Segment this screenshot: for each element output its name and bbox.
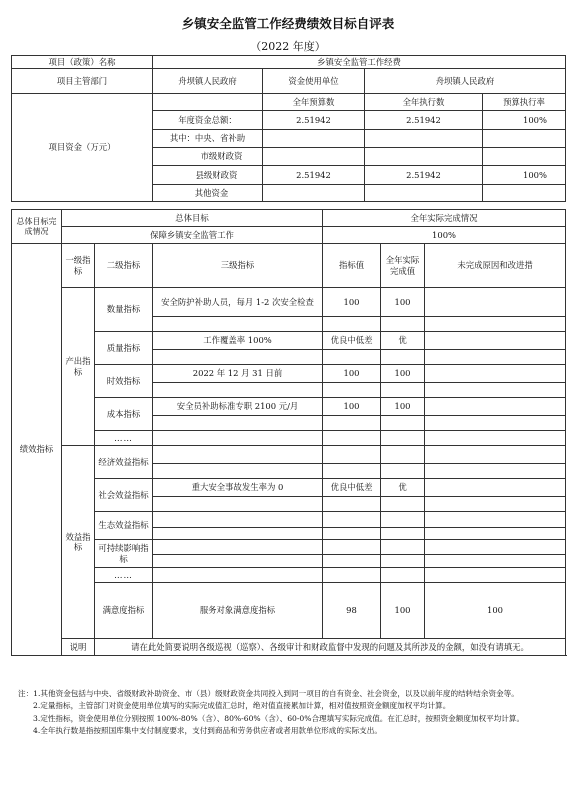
funds-label: 项目资金（万元） [12,94,153,202]
funds-row-rate [483,185,566,202]
funds-row-exec [365,130,483,148]
funds-row-rate: 100% [483,166,566,185]
social-actual: 优 [381,479,425,497]
overall-label: 总体目标完成情况 [12,210,62,244]
cost-label: 成本指标 [95,398,153,431]
perf-row [12,288,566,317]
perf-h-level1: 一级指标 [62,244,95,288]
quantity-item: 安全防护补助人员，每月 1-2 次安全检查 [153,288,323,317]
funds-col-exec: 全年执行数 [365,94,483,111]
funds-col-budget: 全年预算数 [263,94,365,111]
funds-header-row [12,94,566,111]
perf-h-level2: 二级指标 [95,244,153,288]
satis-value: 98 [323,583,381,639]
funds-row-label: 县级财政资 [153,166,263,185]
cost-value: 100 [323,398,381,416]
overall-row [12,227,566,244]
funds-header-blank [153,94,263,111]
funds-row-rate [483,148,566,166]
project-dept-row [12,69,566,94]
project-name-value: 乡镇安全监管工作经费 [153,56,566,69]
funds-row-exec: 2.51942 [365,111,483,130]
sustain-label: 可持续影响指标 [95,540,153,568]
funds-row-budget: 2.51942 [263,111,365,130]
perf-label: 绩效指标 [12,244,62,656]
funds-row-exec: 2.51942 [365,166,483,185]
quantity-actual: 100 [381,288,425,317]
social-item: 重大安全事故发生率为 0 [153,479,323,497]
performance-table [11,209,566,656]
cost-actual: 100 [381,398,425,416]
project-dept-value: 舟坝镇人民政府 [153,69,263,94]
social-label: 社会效益指标 [95,479,153,512]
perf-h-actual: 全年实际完成值 [381,244,425,288]
year-label: （2022 年度） [250,40,326,53]
effect-label: 效益指标 [62,446,95,639]
fund-unit-label: 资金使用单位 [263,69,365,94]
funds-row-exec [365,148,483,166]
funds-row-exec [365,185,483,202]
output-label: 产出指标 [62,288,95,446]
perf-row [12,479,566,497]
project-name-label: 项目（政策）名称 [12,56,153,69]
quality-label: 质量指标 [95,332,153,365]
time-label: 时效指标 [95,365,153,398]
satis-item: 服务对象满意度指标 [153,583,323,639]
quality-actual: 优 [381,332,425,350]
time-item: 2022 年 12 月 31 日前 [153,365,323,383]
perf-row [12,568,566,583]
quality-item: 工作覆盖率 100% [153,332,323,350]
overall-goal: 保障乡镇安全监管工作 [62,227,323,244]
perf-row [12,583,566,639]
note-item: 注：1.其他资金包括与中央、省级财政补助资金、市（县）级财政资金共同投入到同一项目的自有资金、社会资金，以及以前年度的结转结余资金等。 [18,689,519,698]
social-value: 优良中低差 [323,479,381,497]
overall-actual: 100% [323,227,566,244]
note-item: 2.定量指标，主管部门对资金使用单位填写的实际完成值汇总时，绝对值直接累加计算，相对值按照资金额度加权平均计算。 [33,701,451,711]
quantity-value: 100 [323,288,381,317]
overall-header-row [12,210,566,227]
note-item: 4.全年执行数是指按照国库集中支付制度要求，支付到商品和劳务供应者或者用款单位形成的实际支出。 [33,726,382,736]
time-actual: 100 [381,365,425,383]
funds-row-label: 市级财政资 [153,148,263,166]
evaluation-table [11,55,566,202]
funds-row-budget [263,148,365,166]
eco-label: 生态效益指标 [95,512,153,540]
time-value: 100 [323,365,381,383]
perf-row [12,431,566,446]
fund-unit-value: 舟坝镇人民政府 [365,69,566,94]
overall-col-actual: 全年实际完成情况 [323,210,566,227]
quantity-reason [425,288,566,317]
output-ellipsis: …… [95,431,153,446]
funds-row-budget [263,130,365,148]
funds-row-budget: 2.51942 [263,166,365,185]
notes [18,688,558,738]
note-item: 3.定性指标，资金使用单位分别按照 100%-80%（含）、80%-60%（含）、60-0%合理填写实际完成值。在汇总时，按照资金额度加权平均计算。 [33,713,525,723]
remark-label: 说明 [62,639,95,656]
funds-row-rate: 100% [483,111,566,130]
remark-row [12,639,566,656]
satis-label: 满意度指标 [95,583,153,639]
perf-row [12,512,566,528]
remark-text: 请在此处简要说明各级巡视（巡察）、各级审计和财政监督中发现的问题及其所涉及的金额，如没有请填无。 [95,639,566,656]
project-dept-label: 项目主管部门 [12,69,153,94]
effect-ellipsis: …… [95,568,153,583]
funds-row-rate [483,130,566,148]
perf-row [12,540,566,555]
page-title: 乡镇安全监管工作经费绩效目标自评表 [181,16,395,31]
satis-actual: 100 [425,583,566,639]
perf-row [12,446,566,464]
perf-h-level3: 三级指标 [153,244,323,288]
funds-col-rate: 预算执行率 [483,94,566,111]
funds-row-budget [263,185,365,202]
perf-h-reason: 未完成原因和改进措 [425,244,566,288]
project-name-row [12,56,566,69]
satis-v2: 100 [381,583,425,639]
perf-row [12,398,566,416]
quantity-label: 数量指标 [95,288,153,332]
cost-item: 安全员补助标准专职 2100 元/月 [153,398,323,416]
overall-col-goal: 总体目标 [62,210,323,227]
perf-row [12,365,566,383]
funds-row-label: 其中：中央、省补助 [153,130,263,148]
funds-row-label: 年度资金总额： [153,111,263,130]
perf-row [12,332,566,350]
funds-row-label: 其他资金 [153,185,263,202]
perf-header-row [12,244,566,288]
economic-label: 经济效益指标 [95,446,153,479]
perf-h-value: 指标值 [323,244,381,288]
quality-value: 优良中低差 [323,332,381,350]
